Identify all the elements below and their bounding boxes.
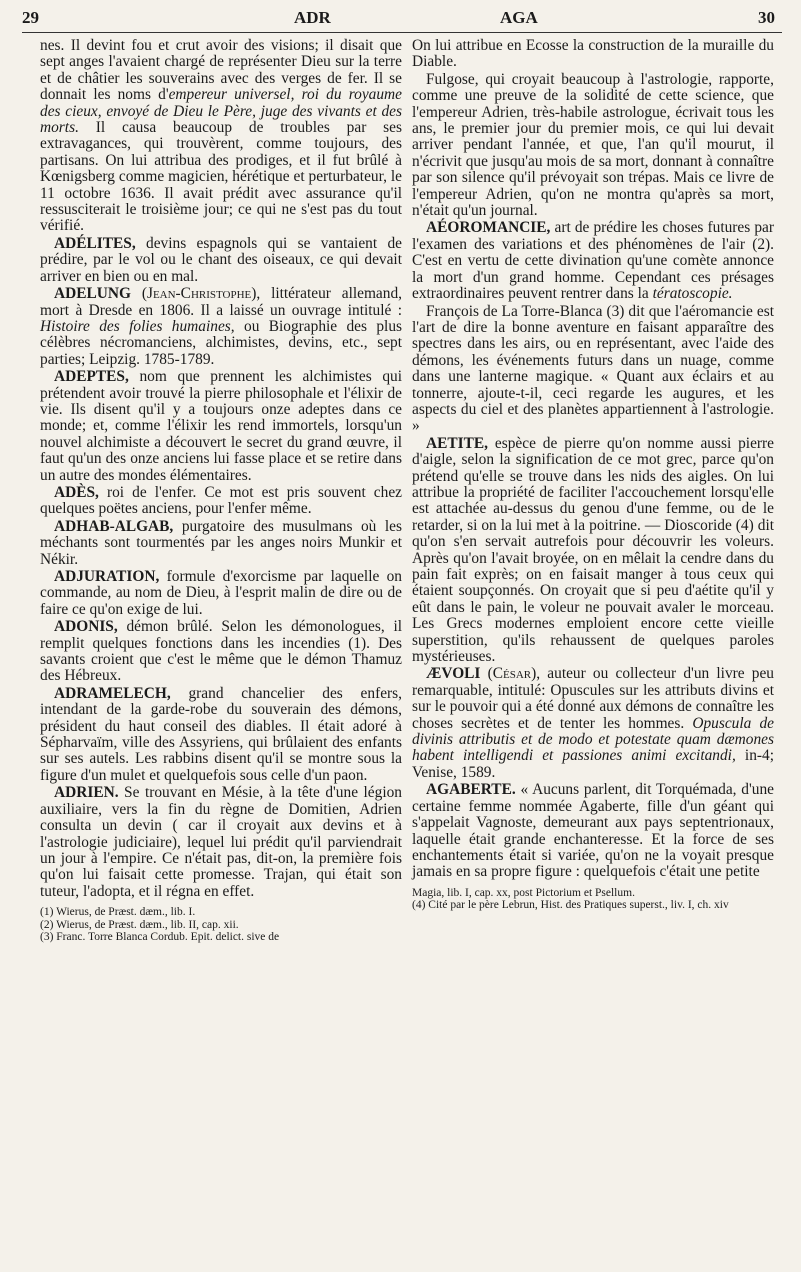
entry-paragraph [40,236,402,285]
headword: ADHAB-ALGAB, [54,517,174,535]
headword: AGABERTE. [426,781,516,799]
headword: ADEPTES, [54,368,129,386]
entry-text: Se trouvant en Mésie, à la tête d'une légion auxiliaire, vers la fin du règne de Domitien, Adrien consulta un devin ( car il croyait aux devins et à l'astrologie judiciaire), lequel lui prédit qu'il parviendrait un jour à l'empire. Ce n'était pas, dit-on, la première fois qu'on lui faisait cette promesse. Trajan, qui était son tuteur, l'adopta, et il régna en effet. [40,784,402,900]
headword: ÆVOLI [426,665,481,683]
entry-paragraph [412,782,774,880]
entry-paragraph [412,666,774,781]
entry-paragraph [412,220,774,302]
entry-text: ( [130,285,147,303]
entry-text: « Aucuns parlent, dit Torquémada, d'une certaine femme nommée Agaberte, fille d'un géant qui s'appelait Vagnoste, demeurant aux pays septentrionaux, laquelle était grande enchanteresse. Et la force de ses enchantements était si variée, qu'on ne la voyait presque jamais en sa propre figure : quelquefois c'était une petite [412,781,774,881]
entry-paragraph [40,38,402,235]
entry-text: nes. Il devint fou et crut avoir des visions; il disait que sept anges l'avaient chargé de représenter Dieu sur la terre et de châtier les souverains avec des verges de fer. Il se donnait les noms d' [40,37,402,104]
left-entries [40,38,402,900]
entry-text: in-4; Venise, 1589. [412,747,774,781]
entry-text: Il causa beaucoup de troubles par ses extravagances, qui trouvèrent, comme toujours, des partisans. On lui attribua des prodiges, et il fut brûlé à Kœnigsberg comme magicien, hérétique et perturbateur, le 11 octobre 1636. Il avait prédit avec assurance qu'il ressusciterait le troisième jour; ce qui ne s'est pas du tout vérifié. [40,119,402,235]
entry-text: ), littérateur allemand, mort à Dresde en 1806. Il a laissé un ouvrage intitulé : [40,285,402,319]
entry-paragraph [412,72,774,220]
entry-paragraph [412,304,774,435]
entry-text: Fulgose, qui croyait beaucoup à l'astrologie, rapporte, comme une preuve de la solidité de cette science, que l'empereur Adrien, très-habile astrologue, écrivait tous les ans, le premier jour du premier mois, ce qui lui devait arriver pendant l'année, et que, l'an qu'il mourut, il n'écrivit que jusqu'au mois de sa mort, donnant à connaître par son silence qu'il prévoyait son trépas. Mais ce livre de l'empereur Adrien, qu'on ne montra qu'après sa mort, n'était qu'un journal. [412,70,774,220]
entry-text: ), auteur ou collecteur d'un livre peu remarquable, intitulé: Opuscules sur les attributs divins et sur le pouvoir qui a été donné aux démons de connaître les choses secrètes et de tenter les hommes. [412,665,774,732]
entry-text: François de La Torre-Blanca (3) dit que l'aéromancie est l'art de dire la bonne aventure en faisant apparaître des spectres dans les airs, ou en représentant, avec l'aide des démons, les événements futurs dans un nuage, comme dans une lanterne magique. « Quant aux éclairs et au tonnerre, ajoute-t-il, ceci regarde les augures, et les aspects du ciel et des planètes appartiennent à l'astrologie. » [412,302,774,435]
entry-text: art de prédire les choses futures par l'examen des variations et des phénomènes de l'air (2). C'est en vertu de cette divination qu'une comète annonce la mort d'un grand homme. Cependant ces présages extraordinaires peuvent rentrer dans la [412,219,774,303]
headword: ADELUNG [54,285,131,303]
headword: ADÈS, [54,483,99,501]
entry-text: formule d'exorcisme par laquelle on commande, au nom de Dieu, à l'esprit malin de dire ou de faire ce qu'on exige de lui. [40,568,402,618]
right-column [412,38,774,912]
headword: ADRIEN. [54,784,119,802]
entry-paragraph [40,569,402,618]
entry-paragraph [412,436,774,666]
footnote: (1) Wierus, de Præst. dæm., lib. I. [40,906,196,919]
entry-text: devins espagnols qui se vantaient de prédire, par le vol ou le chant des oiseaux, ce qui devait arriver en bien ou en mal. [40,234,402,285]
footnote: Magia, lib. I, cap. xx, post Pictorium et Psellum. [412,886,635,899]
running-header [22,8,782,30]
right-guide-word: AGA [500,8,538,27]
footnote: (3) Franc. Torre Blanca Cordub. Epit. delict. sive de [40,931,280,944]
headword: ADJURATION, [54,568,160,585]
entry-paragraph [40,785,402,900]
entry-paragraph [412,38,774,71]
entry-paragraph [40,286,402,368]
entry-paragraph [40,485,402,518]
entry-paragraph [40,519,402,568]
entry-text: On lui attribue en Ecosse la construction de la muraille du Diable. [412,37,774,71]
entry-text: ou Biographie des plus célèbres nécromanciens, alchimistes, devins, etc., sept parties; Leipzig. 1785-1789. [40,317,402,368]
headword: ADRAMELECH, [54,684,171,702]
right-page-number: 30 [758,8,775,27]
entry-text: grand chancelier des enfers, intendant de la garde-robe du souverain des démons, président du haut conseil des diables. Il était adoré à Sépharvaïm, ville des Assyriens, qui brûlaient des enfants sur ses autels. Les rabbins disent qu'il se montre sous la figure d'un mulet et quelquefois sous celle d'un paon. [40,684,402,784]
left-footnotes [40,906,402,944]
headword: AETITE, [426,434,489,452]
entry-text: roi de l'enfer. Ce mot est pris souvent chez quelques poëtes anciens, pour l'enfer même. [40,483,402,518]
footnote: (2) Wierus, de Præst. dæm., lib. II, cap. xii. [40,918,239,931]
entry-paragraph [40,369,402,484]
left-column [40,38,402,944]
footnote: (4) Cité par le père Lebrun, Hist. des Pratiques superst., liv. I, ch. xiv [412,899,729,912]
entry-text: ( [480,665,493,683]
entry-text: Histoire des folies humaines, [40,317,235,335]
entry-text: démon brûlé. Selon les démonologues, il remplit quelques fonctions dans les incendies (1). Des savants croient que c'est le même que le démon Thamuz des Hébreux. [40,618,402,685]
left-page-number: 29 [22,8,39,27]
right-entries [412,38,774,881]
entry-text: tératoscopie. [652,285,733,303]
headword: ADÉLITES, [54,234,136,252]
entry-text: espèce de pierre qu'on nomme aussi pierre d'aigle, selon la signification de ce mot grec, parce qu'on prétend qu'elle se trouve dans les nids des aigles. On lui attribue la propriété de faciliter l'accouchement lorsqu'elle est attachée au-dessus du genou d'une femme, ou de le retarder, si on la lui met à la poitrine. — Dioscoride (4) dit qu'on s'en servait autrefois pour découvrir les voleurs. Après qu'on l'avait broyée, on en mêlait la cendre dans du pain fait exprès; on en faisait manger à tous ceux qui étaient soupçonnés. On croyait que si peu d'aétite qu'il y eût dans le pain, le voleur ne pouvait avaler le morceau. Les Grecs modernes emploient encore cette vieille superstition, qu'ils rehaussent de quelques paroles mystérieuses. [412,434,774,666]
headword: AÉOROMANCIE, [426,219,551,237]
entry-text: Opuscula de divinis attributis et de modo et potestate quam dæmones habent intelligendi et passiones animi excitandi, [412,714,774,765]
headword: ADONIS, [54,618,118,636]
entry-text: nom que prennent les alchimistes qui prétendent avoir trouvé la pierre philosophale et l'élixir de vie. Ils disent qu'il y a toujours onze adeptes dans ce monde; et, comme l'élixir les rend immortels, lorsqu'un nouvel alchimiste a découvert le secret du grand œuvre, il faut qu'un des onze anciens lui fasse place et se retire dans un autre des mondes élémentaires. [40,368,402,484]
entry-paragraph [40,619,402,685]
entry-text: purgatoire des musulmans où les méchants sont tourmentés par les anges noirs Munkir et Nékir. [40,517,402,568]
right-footnotes [412,887,774,912]
entry-text: empereur universel, roi du royaume des cieux, envoyé de Dieu le Père, juge des vivants et des morts. [40,86,402,137]
entry-paragraph [40,686,402,784]
entry-text: Jean-Christophe [146,285,252,303]
entry-text: César [492,665,532,683]
header-rule [22,32,782,33]
left-guide-word: ADR [294,8,331,27]
